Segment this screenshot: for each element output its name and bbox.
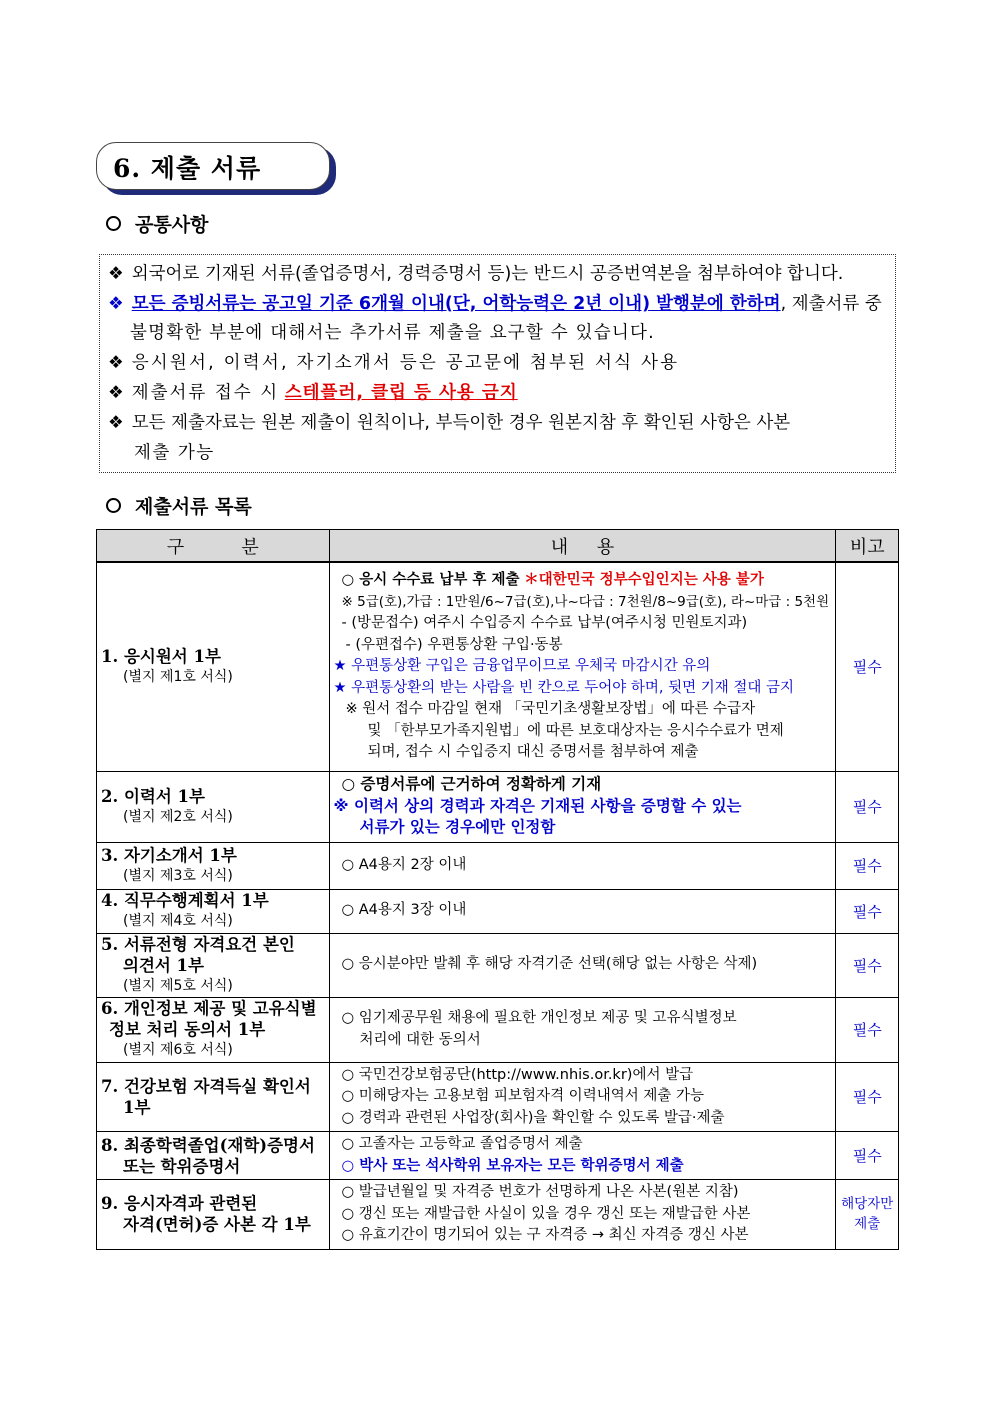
table-row <box>97 1132 899 1180</box>
row-content: ○ 고졸자는 고등학교 졸업증명서 제출 ○ 박사 또는 석사학위 보유자는 모든 학위증명서 제출 <box>329 1132 836 1180</box>
notice-line-1: ❖ 외국어로 기재된 서류(졸업증명서, 경력증명서 등)는 반드시 공증번역본을 첨부하여야 합니다. <box>108 264 844 284</box>
circle-bullet-icon <box>106 498 121 513</box>
row-category: 6. 개인정보 제공 및 고유식별 정보 처리 동의서 1부 (별지 제6호 서식) <box>97 997 330 1062</box>
diamond-bullet-icon: ❖ <box>108 294 124 314</box>
notice-line-6: ❖ 모든 제출자료는 원본 제출이 원칙이나, 부득이한 경우 원본지참 후 확인된 사항은 사본 <box>108 413 791 433</box>
table-row <box>97 1180 899 1250</box>
row-content: ○ A4용지 3장 이내 <box>329 889 836 933</box>
section-title: 6. 제출 서류 <box>113 154 262 183</box>
table-row <box>97 889 899 933</box>
table-row <box>97 562 899 771</box>
row-content: ○ 응시 수수료 납부 후 제출 ＊대한민국 정부수입인지는 사용 불가 ※ 5급(호),가급 : 1만원/6~7급(호),나~다급 : 7천원/8~9급(호), 라~마급 : 5천원 - (방문접수) 여주시 수입증지 수수료 납부(여주시청 민원토지과) - (우편접수) 우편통상환 구입·동봉 ★ 우편통상환 구입은 금융업무이므로 우체국 마감시간 유의 ★ 우편통상환의 받는 사람을 빈 칸으로 두어야 하며, 뒷면 기재 절대 금지 ※ 원서 접수 마감일 현재 「국민기초생활보장법」에 따른 수급자 및 「한부모가족지원법」에 따른 보호대상자는 응시수수료가 면제 되며, 접수 시 수입증지 대신 증명서를 첨부하여 제출 <box>329 562 836 771</box>
diamond-bullet-icon: ❖ <box>108 353 124 373</box>
row-category: 7. 건강보험 자격득실 확인서 1부 <box>97 1062 330 1132</box>
header-content: 내 용 <box>329 530 836 563</box>
row-content: ○ 증명서류에 근거하여 정확하게 기재 ※ 이력서 상의 경력과 자격은 기재된 사항을 증명할 수 있는 서류가 있는 경우에만 인정함 <box>329 771 836 842</box>
row-note: 필수 <box>836 1132 899 1180</box>
notice-line-4: ❖ 응시원서, 이력서, 자기소개서 등은 공고문에 첨부된 서식 사용 <box>108 353 680 373</box>
diamond-bullet-icon: ❖ <box>108 383 124 403</box>
row-category: 3. 자기소개서 1부 (별지 제3호 서식) <box>97 842 330 889</box>
row-note: 필수 <box>836 1062 899 1132</box>
notice-line-5: ❖ 제출서류 접수 시 스테플러, 클립 등 사용 금지 <box>108 383 518 403</box>
notice-line-2: ❖ 모든 증빙서류는 공고일 기준 6개월 이내(단, 어학능력은 2년 이내) 발행분에 한하며, 제출서류 중 <box>108 294 882 314</box>
row-category: 8. 최종학력졸업(재학)증명서 또는 학위증명서 <box>97 1132 330 1180</box>
row-category: 1. 응시원서 1부 (별지 제1호 서식) <box>97 562 330 771</box>
row-note: 필수 <box>836 771 899 842</box>
row-note: 필수 <box>836 997 899 1062</box>
row-content: ○ 국민건강보험공단(http://www.nhis.or.kr)에서 발급 ○ 미해당자는 고용보험 피보험자격 이력내역서 제출 가능 ○ 경력과 관련된 사업장(회사)을 확인할 수 있도록 발급·제출 <box>329 1062 836 1132</box>
table-row <box>97 842 899 889</box>
diamond-bullet-icon: ❖ <box>108 264 124 284</box>
notice-line-7: 제출 가능 <box>134 443 215 463</box>
header-category: 구 분 <box>97 530 330 563</box>
row-content: ○ A4용지 2장 이내 <box>329 842 836 889</box>
row-note: 해당자만 제출 <box>836 1180 899 1250</box>
row-category: 9. 응시자격과 관련된 자격(면허)증 사본 각 1부 <box>97 1180 330 1250</box>
row-content: ○ 발급년월일 및 자격증 번호가 선명하게 나온 사본(원본 지참) ○ 갱신 또는 재발급한 사실이 있을 경우 갱신 또는 재발급한 사본 ○ 유효기간이 명기되어 있는 구 자격증 → 최신 자격증 갱신 사본 <box>329 1180 836 1250</box>
table-row <box>97 997 899 1062</box>
table-header-row <box>97 530 899 563</box>
row-note: 필수 <box>836 889 899 933</box>
row-note: 필수 <box>836 562 899 771</box>
common-notice-box <box>99 254 896 473</box>
table-row <box>97 771 899 842</box>
diamond-bullet-icon: ❖ <box>108 413 124 433</box>
header-note: 비고 <box>836 530 899 563</box>
row-note: 필수 <box>836 842 899 889</box>
row-content: ○ 응시분야만 발췌 후 해당 자격기준 선택(해당 없는 사항은 삭제) <box>329 933 836 997</box>
row-category: 5. 서류전형 자격요건 본인 의견서 1부 (별지 제5호 서식) <box>97 933 330 997</box>
documents-table <box>96 529 899 1250</box>
row-note: 필수 <box>836 933 899 997</box>
list-heading: 제출서류 목록 <box>106 492 252 519</box>
section-title-box <box>96 142 330 190</box>
row-category: 4. 직무수행계획서 1부 (별지 제4호 서식) <box>97 889 330 933</box>
circle-bullet-icon <box>106 216 121 231</box>
row-content: ○ 임기제공무원 채용에 필요한 개인정보 제공 및 고유식별정보 처리에 대한 동의서 <box>329 997 836 1062</box>
row-category: 2. 이력서 1부 (별지 제2호 서식) <box>97 771 330 842</box>
table-row <box>97 933 899 997</box>
common-heading: 공통사항 <box>106 210 208 237</box>
notice-line-3: 불명확한 부분에 대해서는 추가서류 제출을 요구할 수 있습니다. <box>130 323 655 343</box>
table-row <box>97 1062 899 1132</box>
